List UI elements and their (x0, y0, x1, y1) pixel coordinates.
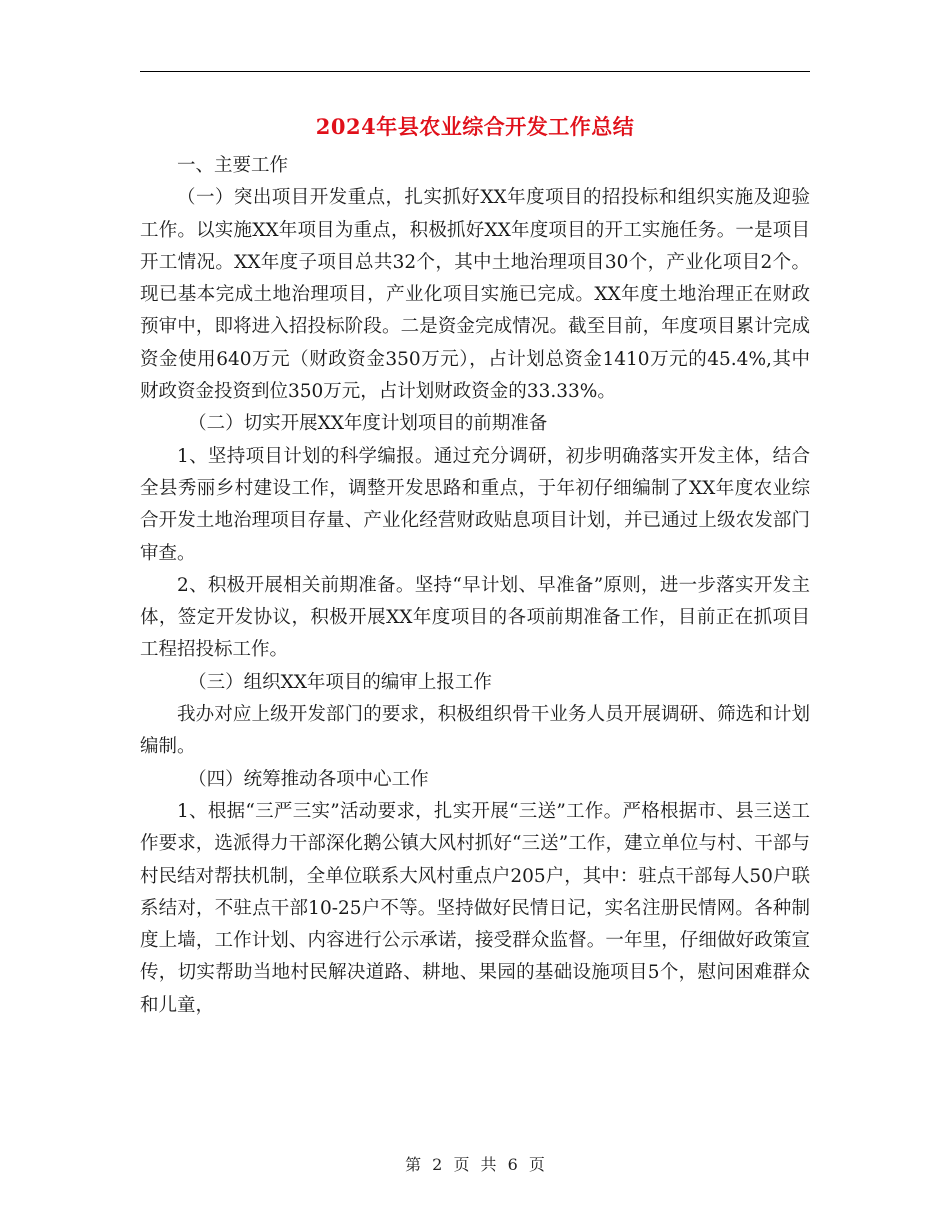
subheading-preparation: （二）切实开展XX年度计划项目的前期准备 (188, 413, 548, 435)
subheading-review-reporting: （三）组织XX年项目的编审上报工作 (188, 671, 492, 693)
paragraph-scientific-planning: 1、坚持项目计划的科学编报。通过充分调研，初步明确落实开发主体，结合全县秀丽乡村建设工作，调整开发思路和重点，于年初仔细编制了XX年度农业综合开发土地治理项目存量、产业化经营财政贴息项目计划，并已通过上级农发部门审查。 (140, 445, 810, 564)
header-rule (140, 71, 810, 72)
document-body (140, 150, 810, 1022)
document-title: 2024年县农业综合开发工作总结 (315, 114, 635, 139)
paragraph-project-development: （一）突出项目开发重点，扎实抓好XX年度项目的招投标和组织实施及迎验工作。以实施XX年项目为重点，积极抓好XX年度项目的开工实施任务。一是项目开工情况。XX年度子项目总共32个，其中土地治理项目30个，产业化项目2个。现已基本完成土地治理项目，产业化项目实施已完成。XX年度土地治理正在财政预审中，即将进入招投标阶段。二是资金完成情况。截至目前，年度项目累计完成资金使用640万元（财政资金350万元），占计划总资金1410万元的45.4%,其中财政资金投资到位350万元，占计划财政资金的33.33%。 (140, 187, 810, 403)
paragraph-research-screening: 我办对应上级开发部门的要求，积极组织骨干业务人员开展调研、筛选和计划编制。 (140, 704, 810, 758)
paragraph-three-deliveries: 1、根据“三严三实”活动要求，扎实开展“三送”工作。严格根据市、县三送工作要求，选派得力干部深化鹅公镇大风村抓好“三送”工作，建立单位与村、干部与村民结对帮扶机制，全单位联系大风村重点户205户，其中：驻点干部每人50户联系结对，不驻点干部10-25户不等。坚持做好民情日记，实名注册民情网。各种制度上墙，工作计划、内容进行公示承诺，接受群众监督。一年里，仔细做好政策宣传，切实帮助当地村民解决道路、耕地、果园的基础设施项目5个，慰问困难群众和儿童， (140, 800, 810, 1016)
section-heading-main-work: 一、主要工作 (177, 155, 289, 176)
page-number-footer: 第 2 页 共 6 页 (405, 1155, 545, 1174)
paragraph-early-preparation: 2、积极开展相关前期准备。坚持“早计划、早准备”原则，进一步落实开发主体，签定开发协议，积极开展XX年度项目的各项前期准备工作，目前正在抓项目工程招投标工作。 (140, 574, 810, 661)
subheading-central-work: （四）统筹推动各项中心工作 (188, 768, 429, 790)
